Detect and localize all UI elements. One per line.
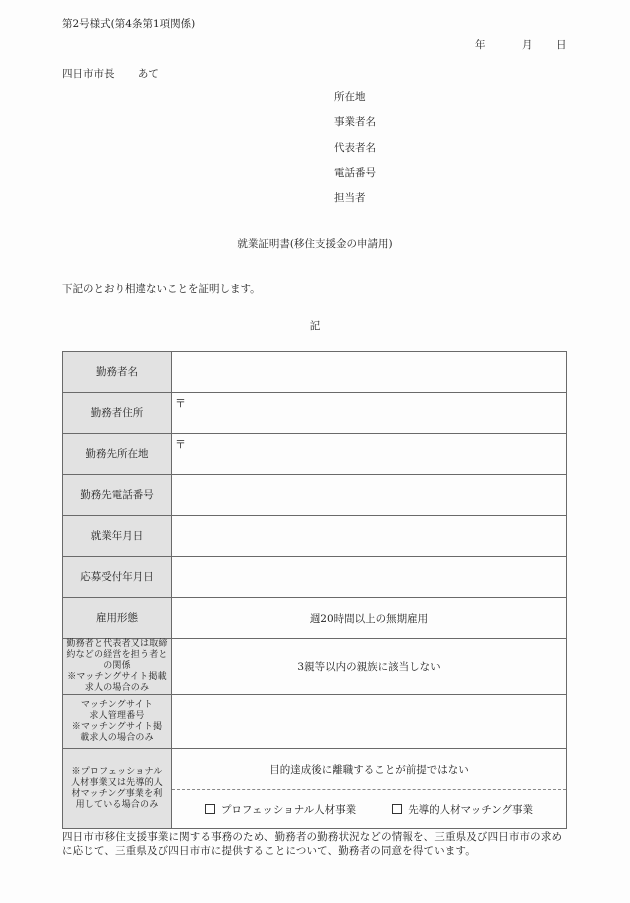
workplace-address-field[interactable] bbox=[172, 434, 567, 475]
table-row-worker-name bbox=[63, 352, 567, 393]
professional-statement-text: 目的達成後に離職することが前提ではない bbox=[269, 763, 469, 776]
employment-date-label: 就業年月日 bbox=[63, 516, 172, 557]
employment-date-field[interactable] bbox=[172, 516, 567, 557]
employment-table bbox=[62, 351, 567, 829]
label-line: ※プロフェッショナル bbox=[71, 766, 163, 777]
label-line: 載求人の場合のみ bbox=[80, 732, 154, 743]
table-row-workplace-phone bbox=[63, 475, 567, 516]
option-label: プロフェッショナル人材事業 bbox=[220, 803, 357, 816]
label-line: ※マッチングサイト掲 bbox=[71, 721, 163, 732]
worker-name-label: 勤務者名 bbox=[63, 352, 172, 393]
label-line: 用している場合のみ bbox=[75, 799, 159, 810]
sender-representative-label: 代表者名 bbox=[334, 142, 376, 154]
label-line: 人材事業又は先導的人 bbox=[70, 777, 163, 788]
checkbox-icon[interactable] bbox=[205, 804, 215, 814]
label-line: 材マッチング事業を利 bbox=[71, 788, 163, 799]
relationship-value: 3親等以内の親族に該当しない bbox=[172, 639, 567, 695]
consent-note: 四日市市移住支援事業に関する事務のため、勤務者の勤務状況などの情報を、三重県及び四日市市の求めに応じて、三重県及び四日市市に提供することについて、勤務者の同意を得ています。 bbox=[62, 831, 563, 857]
label-line: 勤務者と代表者又は取締 bbox=[66, 639, 168, 649]
addressee-name: 四日市市長 bbox=[62, 68, 115, 80]
table-row-employment-date bbox=[63, 516, 567, 557]
application-date-field[interactable] bbox=[172, 557, 567, 598]
sender-company-label: 事業者名 bbox=[334, 116, 376, 128]
date-day-label: 日 bbox=[556, 39, 567, 51]
table-row-relationship bbox=[63, 639, 567, 695]
date-year-label: 年 bbox=[475, 39, 486, 51]
workplace-phone-field[interactable] bbox=[172, 475, 567, 516]
document-title: 就業証明書(移住支援金の申請用) bbox=[237, 238, 393, 250]
option-label: 先導的人材マッチング事業 bbox=[408, 803, 534, 816]
sender-address-label: 所在地 bbox=[334, 91, 366, 103]
table-row-workplace-address bbox=[63, 434, 567, 475]
option-leading-matching[interactable] bbox=[392, 802, 533, 817]
addressee bbox=[62, 66, 159, 81]
sender-contact-label: 担当者 bbox=[334, 192, 366, 204]
postal-mark-icon: 〒 bbox=[175, 397, 186, 410]
label-line: の関係 bbox=[103, 661, 131, 671]
table-row-professional bbox=[63, 749, 567, 829]
job-id-field[interactable] bbox=[172, 695, 567, 749]
table-row-worker-address bbox=[63, 393, 567, 434]
date-month-label: 月 bbox=[522, 39, 533, 51]
table-row-application-date bbox=[63, 557, 567, 598]
job-id-label bbox=[63, 695, 172, 749]
professional-value-cell bbox=[172, 749, 567, 829]
ki-heading: 記 bbox=[309, 320, 321, 332]
table-row-job-id bbox=[63, 695, 567, 749]
professional-options bbox=[172, 790, 566, 828]
workplace-address-label: 勤務先所在地 bbox=[63, 434, 172, 475]
label-line: マッチングサイト bbox=[81, 699, 153, 710]
relationship-label bbox=[63, 639, 172, 695]
application-date-label: 応募受付年月日 bbox=[63, 557, 172, 598]
worker-name-field[interactable] bbox=[172, 352, 567, 393]
label-line: 求人の場合のみ bbox=[84, 683, 150, 693]
certification-statement: 下記のとおり相違ないことを証明します。 bbox=[62, 283, 261, 295]
sender-phone-label: 電話番号 bbox=[334, 167, 376, 179]
employment-type-value: 週20時間以上の無期雇用 bbox=[172, 598, 567, 639]
employment-type-label: 雇用形態 bbox=[63, 598, 172, 639]
checkbox-icon[interactable] bbox=[392, 804, 402, 814]
label-line: 約などの経営を担う者と bbox=[66, 650, 168, 660]
label-line: ※マッチングサイト掲載 bbox=[67, 672, 167, 682]
professional-statement bbox=[172, 749, 566, 790]
label-line: 求人管理番号 bbox=[89, 710, 145, 721]
table-row-employment-type bbox=[63, 598, 567, 639]
worker-address-label: 勤務者住所 bbox=[63, 393, 172, 434]
workplace-phone-label: 勤務先電話番号 bbox=[63, 475, 172, 516]
addressee-suffix: あて bbox=[137, 68, 159, 80]
worker-address-field[interactable] bbox=[172, 393, 567, 434]
postal-mark-icon: 〒 bbox=[175, 438, 186, 451]
professional-label bbox=[63, 749, 172, 829]
option-professional-talent[interactable] bbox=[205, 802, 356, 817]
form-number: 第2号様式(第4条第1項関係) bbox=[62, 18, 196, 30]
